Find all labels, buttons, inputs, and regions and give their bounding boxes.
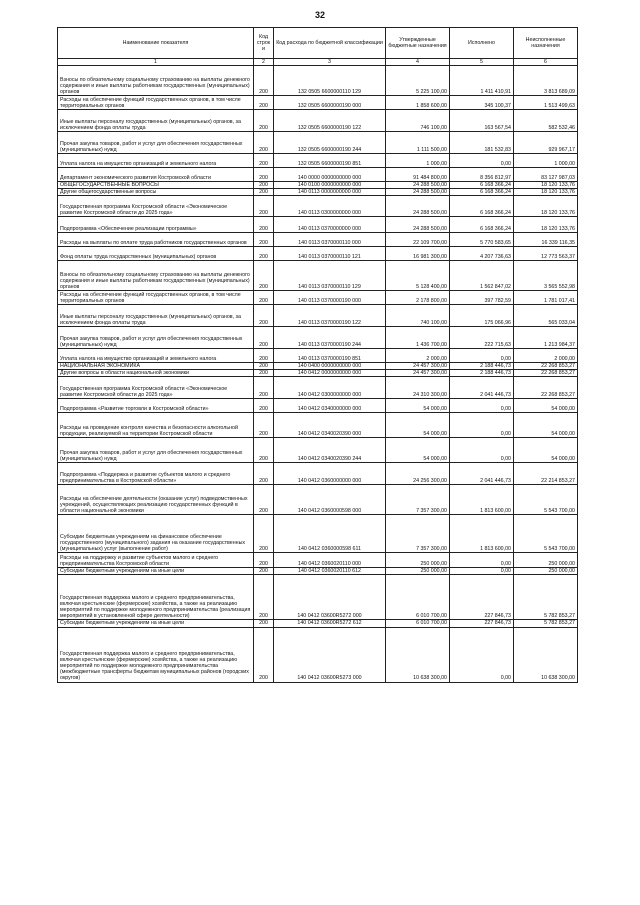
row-executed-cell: 0,00	[450, 349, 514, 363]
row-budget-code-cell: 140 0412 0360000598 611	[274, 515, 386, 553]
row-unexecuted-cell: 18 120 133,76	[514, 196, 578, 217]
header-executed: Исполнено	[450, 28, 514, 59]
row-approved-cell: 746 100,00	[386, 110, 450, 132]
table-header-row	[58, 28, 578, 59]
row-name-cell: Иные выплаты персоналу государственных (муниципальных) органов, за исключением фонда оплаты труда	[58, 110, 254, 132]
row-name-cell: Государственная программа Костромской области «Экономическое развитие Костромской области до 2025 года»	[58, 196, 254, 217]
row-executed-cell: 0,00	[450, 154, 514, 168]
row-executed-cell: 1 813 600,00	[450, 485, 514, 515]
row-executed-cell: 2 041 446,73	[450, 377, 514, 399]
table-row	[58, 349, 578, 363]
row-approved-cell: 1 000,00	[386, 154, 450, 168]
table-row	[58, 261, 578, 291]
row-budget-code-cell: 140 0000 0000000000 000	[274, 168, 386, 182]
row-line-code-cell: 200	[254, 515, 274, 553]
row-name-cell: Государственная поддержка малого и среднего предпринимательства, включая крестьянские (фермерские) хозяйства, а также на реализацию мероприятий по поддержке молодежного предпринимательства (межбюджетные трансферты бюджетам муниципальных районов (городских округов)	[58, 627, 254, 682]
row-name-cell: Другие общегосударственные вопросы	[58, 189, 254, 196]
row-name-cell: Расходы на обеспечение деятельности (оказание услуг) подведомственных учреждений, осуществляющих реализацию государственных функций в области национальной экономики	[58, 485, 254, 515]
table-row	[58, 233, 578, 247]
row-name-cell: Прочая закупка товаров, работ и услуг для обеспечения государственных (муниципальных) нужд	[58, 438, 254, 463]
row-executed-cell: 5 770 583,65	[450, 233, 514, 247]
row-budget-code-cell: 140 0412 0360020110 612	[274, 568, 386, 575]
row-executed-cell: 181 532,83	[450, 132, 514, 154]
row-executed-cell: 2 041 446,73	[450, 463, 514, 485]
row-budget-code-cell: 140 0113 0300000000 000	[274, 196, 386, 217]
row-executed-cell: 6 168 366,24	[450, 217, 514, 233]
row-name-cell: Расходы на поддержку и развитие субъектов малого и среднего предпринимательства Костромской области	[58, 553, 254, 568]
row-unexecuted-cell: 5 782 853,27	[514, 575, 578, 620]
row-name-cell: Подпрограмма «Обеспечение реализации программы»	[58, 217, 254, 233]
table-row	[58, 189, 578, 196]
row-unexecuted-cell: 1 000,00	[514, 154, 578, 168]
row-approved-cell: 10 638 300,00	[386, 627, 450, 682]
table-row	[58, 399, 578, 413]
row-executed-cell: 0,00	[450, 627, 514, 682]
row-name-cell: Фонд оплаты труда государственных (муниципальных) органов	[58, 247, 254, 261]
row-budget-code-cell: 140 0412 03600R5272 612	[274, 620, 386, 627]
row-name-cell: Прочая закупка товаров, работ и услуг для обеспечения государственных (муниципальных) нужд	[58, 132, 254, 154]
row-executed-cell: 0,00	[450, 553, 514, 568]
row-budget-code-cell: 140 0412 0360000000 000	[274, 463, 386, 485]
row-name-cell: ОБЩЕГОСУДАРСТВЕННЫЕ ВОПРОСЫ	[58, 182, 254, 189]
row-unexecuted-cell: 83 127 987,03	[514, 168, 578, 182]
table-row	[58, 413, 578, 438]
row-line-code-cell: 200	[254, 413, 274, 438]
column-number: 6	[514, 59, 578, 66]
row-budget-code-cell: 132 0505 6600000190 851	[274, 154, 386, 168]
row-line-code-cell: 200	[254, 66, 274, 96]
table-row	[58, 96, 578, 110]
row-executed-cell: 222 715,63	[450, 327, 514, 349]
row-approved-cell: 5 225 100,00	[386, 66, 450, 96]
row-unexecuted-cell: 22 268 853,27	[514, 370, 578, 377]
row-line-code-cell: 200	[254, 568, 274, 575]
row-line-code-cell: 200	[254, 485, 274, 515]
row-name-cell: Департамент экономического развития Костромской области	[58, 168, 254, 182]
row-name-cell: Расходы на выплаты по оплате труда работников государственных органов	[58, 233, 254, 247]
row-budget-code-cell: 140 0412 0360000598 000	[274, 485, 386, 515]
table-row	[58, 305, 578, 327]
table-row	[58, 196, 578, 217]
row-line-code-cell: 200	[254, 196, 274, 217]
row-line-code-cell: 200	[254, 96, 274, 110]
column-number-row	[58, 59, 578, 66]
row-budget-code-cell: 140 0100 0000000000 000	[274, 182, 386, 189]
row-executed-cell: 2 188 446,73	[450, 370, 514, 377]
row-approved-cell: 91 484 800,00	[386, 168, 450, 182]
row-line-code-cell: 200	[254, 233, 274, 247]
row-name-cell: Другие вопросы в области национальной экономики	[58, 370, 254, 377]
row-budget-code-cell: 140 0113 0370000190 000	[274, 291, 386, 305]
row-approved-cell: 24 288 500,00	[386, 182, 450, 189]
row-budget-code-cell: 132 0505 6600000110 129	[274, 66, 386, 96]
row-line-code-cell: 200	[254, 399, 274, 413]
table-row	[58, 168, 578, 182]
row-unexecuted-cell: 10 638 300,00	[514, 627, 578, 682]
row-approved-cell: 24 288 500,00	[386, 217, 450, 233]
row-executed-cell: 0,00	[450, 413, 514, 438]
row-name-cell: Подпрограмма «Развитие торговли в Костромской области»	[58, 399, 254, 413]
row-approved-cell: 54 000,00	[386, 413, 450, 438]
row-line-code-cell: 200	[254, 363, 274, 370]
row-name-cell: Уплата налога на имущество организаций и земельного налога	[58, 349, 254, 363]
row-unexecuted-cell: 565 033,04	[514, 305, 578, 327]
row-unexecuted-cell: 18 120 133,76	[514, 217, 578, 233]
table-body	[58, 66, 578, 682]
row-budget-code-cell: 132 0505 6600000190 122	[274, 110, 386, 132]
row-approved-cell: 1 436 700,00	[386, 327, 450, 349]
row-budget-code-cell: 140 0412 0000000000 000	[274, 370, 386, 377]
row-budget-code-cell: 140 0113 0370000110 121	[274, 247, 386, 261]
row-executed-cell: 6 168 366,24	[450, 196, 514, 217]
row-line-code-cell: 200	[254, 132, 274, 154]
row-name-cell: Расходы на проведение контроля качества и безопасности алкогольной продукции, реализуемой на территории Костромской области	[58, 413, 254, 438]
row-unexecuted-cell: 5 543 700,00	[514, 515, 578, 553]
row-unexecuted-cell: 1 213 984,37	[514, 327, 578, 349]
row-approved-cell: 24 310 300,00	[386, 377, 450, 399]
row-approved-cell: 16 981 300,00	[386, 247, 450, 261]
row-line-code-cell: 200	[254, 261, 274, 291]
row-budget-code-cell: 140 0412 03600R5272 000	[274, 575, 386, 620]
table-row	[58, 132, 578, 154]
row-line-code-cell: 200	[254, 575, 274, 620]
row-line-code-cell: 200	[254, 438, 274, 463]
row-line-code-cell: 200	[254, 217, 274, 233]
row-budget-code-cell: 132 0505 6600000190 244	[274, 132, 386, 154]
row-approved-cell: 5 128 400,00	[386, 261, 450, 291]
row-line-code-cell: 200	[254, 189, 274, 196]
row-line-code-cell: 200	[254, 291, 274, 305]
table-row	[58, 291, 578, 305]
row-approved-cell: 2 178 800,00	[386, 291, 450, 305]
row-name-cell: Взносы по обязательному социальному страхованию на выплаты денежного содержания и иные выплаты работникам государственных (муниципальных) органов	[58, 66, 254, 96]
table-row	[58, 327, 578, 349]
row-name-cell: Подпрограмма «Поддержка и развитие субъектов малого и среднего предпринимательства в Костромской области»	[58, 463, 254, 485]
table-row	[58, 363, 578, 370]
table-row	[58, 568, 578, 575]
row-approved-cell: 24 288 500,00	[386, 189, 450, 196]
row-name-cell: Иные выплаты персоналу государственных (муниципальных) органов, за исключением фонда оплаты труда	[58, 305, 254, 327]
row-approved-cell: 1 111 500,00	[386, 132, 450, 154]
row-unexecuted-cell: 250 000,00	[514, 553, 578, 568]
row-executed-cell: 0,00	[450, 438, 514, 463]
page-number: 32	[314, 10, 325, 20]
row-executed-cell: 0,00	[450, 568, 514, 575]
table-row	[58, 620, 578, 627]
header-line-code: Код строк и	[254, 28, 274, 59]
row-approved-cell: 7 357 300,00	[386, 515, 450, 553]
table-row	[58, 485, 578, 515]
table-row	[58, 438, 578, 463]
row-line-code-cell: 200	[254, 370, 274, 377]
row-unexecuted-cell: 54 000,00	[514, 438, 578, 463]
row-executed-cell: 8 356 812,97	[450, 168, 514, 182]
table-row	[58, 247, 578, 261]
column-number: 1	[58, 59, 254, 66]
row-executed-cell: 4 207 736,63	[450, 247, 514, 261]
row-executed-cell: 227 846,73	[450, 575, 514, 620]
row-budget-code-cell: 140 0412 0340020390 000	[274, 413, 386, 438]
row-executed-cell: 1 411 410,91	[450, 66, 514, 96]
table-row	[58, 627, 578, 682]
row-approved-cell: 24 457 300,00	[386, 363, 450, 370]
table-row	[58, 217, 578, 233]
row-name-cell: Расходы на обеспечение функций государственных органов, в том числе территориальных органов	[58, 291, 254, 305]
row-approved-cell: 6 010 700,00	[386, 575, 450, 620]
row-approved-cell: 22 109 700,00	[386, 233, 450, 247]
table-row	[58, 553, 578, 568]
row-name-cell: Взносы по обязательному социальному страхованию на выплаты денежного содержания и иные выплаты работникам государственных (муниципальных) органов	[58, 261, 254, 291]
row-unexecuted-cell: 54 000,00	[514, 399, 578, 413]
row-unexecuted-cell: 18 120 133,76	[514, 189, 578, 196]
row-approved-cell: 6 010 700,00	[386, 620, 450, 627]
column-number: 2	[254, 59, 274, 66]
row-approved-cell: 54 000,00	[386, 438, 450, 463]
row-budget-code-cell: 140 0400 0000000000 000	[274, 363, 386, 370]
row-approved-cell: 24 457 300,00	[386, 370, 450, 377]
row-budget-code-cell: 140 0412 0300000000 000	[274, 377, 386, 399]
row-approved-cell: 250 000,00	[386, 553, 450, 568]
row-unexecuted-cell: 250 000,00	[514, 568, 578, 575]
table-row	[58, 515, 578, 553]
row-budget-code-cell: 140 0113 0370000190 851	[274, 349, 386, 363]
table-row	[58, 66, 578, 96]
row-name-cell: Субсидии бюджетным учреждениям на иные цели	[58, 620, 254, 627]
row-line-code-cell: 200	[254, 349, 274, 363]
row-unexecuted-cell: 1 513 499,63	[514, 96, 578, 110]
row-budget-code-cell: 140 0113 0000000000 000	[274, 189, 386, 196]
row-name-cell: Уплата налога на имущество организаций и земельного налога	[58, 154, 254, 168]
row-approved-cell: 2 000,00	[386, 349, 450, 363]
row-unexecuted-cell: 3 813 689,09	[514, 66, 578, 96]
row-executed-cell: 163 567,54	[450, 110, 514, 132]
row-budget-code-cell: 140 0113 0370000190 244	[274, 327, 386, 349]
row-budget-code-cell: 140 0412 0340020390 244	[274, 438, 386, 463]
table-row	[58, 110, 578, 132]
row-budget-code-cell: 140 0113 0370000000 000	[274, 217, 386, 233]
row-name-cell: Расходы на обеспечение функций государственных органов, в том числе территориальных органов	[58, 96, 254, 110]
row-unexecuted-cell: 16 339 116,35	[514, 233, 578, 247]
table-row	[58, 182, 578, 189]
row-executed-cell: 227 846,73	[450, 620, 514, 627]
row-name-cell: Субсидии бюджетным учреждениям на финансовое обеспечение государственного (муниципального) задания на оказание государственных (муниципальных) услуг (выполнение работ)	[58, 515, 254, 553]
header-budget-code: Код расхода по бюджетной классификации	[274, 28, 386, 59]
table-row	[58, 370, 578, 377]
column-number: 4	[386, 59, 450, 66]
row-line-code-cell: 200	[254, 247, 274, 261]
row-unexecuted-cell: 3 565 552,98	[514, 261, 578, 291]
row-line-code-cell: 200	[254, 305, 274, 327]
row-name-cell: Государственная программа Костромской области «Экономическое развитие Костромской области до 2025 года»	[58, 377, 254, 399]
row-unexecuted-cell: 5 782 853,27	[514, 620, 578, 627]
row-unexecuted-cell: 54 000,00	[514, 413, 578, 438]
row-approved-cell: 7 357 300,00	[386, 485, 450, 515]
row-executed-cell: 175 066,96	[450, 305, 514, 327]
row-line-code-cell: 200	[254, 168, 274, 182]
column-number: 3	[274, 59, 386, 66]
row-budget-code-cell: 140 0113 0370000190 122	[274, 305, 386, 327]
row-unexecuted-cell: 12 773 563,37	[514, 247, 578, 261]
row-line-code-cell: 200	[254, 377, 274, 399]
row-executed-cell: 1 813 600,00	[450, 515, 514, 553]
row-executed-cell: 0,00	[450, 399, 514, 413]
row-budget-code-cell: 132 0505 6600000190 000	[274, 96, 386, 110]
row-budget-code-cell: 140 0113 0370000110 000	[274, 233, 386, 247]
row-unexecuted-cell: 18 120 133,76	[514, 182, 578, 189]
row-unexecuted-cell: 22 268 853,27	[514, 363, 578, 370]
table-row	[58, 575, 578, 620]
row-line-code-cell: 200	[254, 553, 274, 568]
row-executed-cell: 2 188 446,73	[450, 363, 514, 370]
row-unexecuted-cell: 5 543 700,00	[514, 485, 578, 515]
row-executed-cell: 1 562 847,02	[450, 261, 514, 291]
table-row	[58, 463, 578, 485]
row-line-code-cell: 200	[254, 463, 274, 485]
table-row	[58, 377, 578, 399]
row-approved-cell: 54 000,00	[386, 399, 450, 413]
row-unexecuted-cell: 22 214 853,27	[514, 463, 578, 485]
row-executed-cell: 345 100,37	[450, 96, 514, 110]
row-approved-cell: 24 256 300,00	[386, 463, 450, 485]
row-unexecuted-cell: 1 781 017,41	[514, 291, 578, 305]
row-line-code-cell: 200	[254, 110, 274, 132]
row-executed-cell: 397 782,59	[450, 291, 514, 305]
row-budget-code-cell: 140 0113 0370000110 129	[274, 261, 386, 291]
row-line-code-cell: 200	[254, 327, 274, 349]
row-name-cell: Государственная поддержка малого и среднего предпринимательства, включая крестьянские (фермерские) хозяйства, а также на реализацию мероприятий по поддержке молодежного предпринимательства (реализация мероприятий в установленной сфере деятельности)	[58, 575, 254, 620]
header-indicator-name: Наименование показателя	[58, 28, 254, 59]
row-line-code-cell: 200	[254, 154, 274, 168]
row-line-code-cell: 200	[254, 182, 274, 189]
row-unexecuted-cell: 929 967,17	[514, 132, 578, 154]
row-name-cell: Прочая закупка товаров, работ и услуг для обеспечения государственных (муниципальных) нужд	[58, 327, 254, 349]
row-unexecuted-cell: 2 000,00	[514, 349, 578, 363]
header-unexecuted: Неисполненные назначения	[514, 28, 578, 59]
row-budget-code-cell: 140 0412 0360020110 000	[274, 553, 386, 568]
row-approved-cell: 250 000,00	[386, 568, 450, 575]
row-approved-cell: 24 288 500,00	[386, 196, 450, 217]
row-name-cell: НАЦИОНАЛЬНАЯ ЭКОНОМИКА	[58, 363, 254, 370]
row-line-code-cell: 200	[254, 620, 274, 627]
budget-execution-table	[57, 27, 578, 683]
header-approved: Утвержденные бюджетные назначения	[386, 28, 450, 59]
row-unexecuted-cell: 22 268 853,27	[514, 377, 578, 399]
row-budget-code-cell: 140 0412 03600R5273 000	[274, 627, 386, 682]
row-approved-cell: 740 100,00	[386, 305, 450, 327]
row-budget-code-cell: 140 0412 0340000000 000	[274, 399, 386, 413]
column-number: 5	[450, 59, 514, 66]
row-line-code-cell: 200	[254, 627, 274, 682]
row-unexecuted-cell: 582 532,46	[514, 110, 578, 132]
row-executed-cell: 6 168 366,24	[450, 182, 514, 189]
row-approved-cell: 1 858 600,00	[386, 96, 450, 110]
row-executed-cell: 6 168 366,24	[450, 189, 514, 196]
row-name-cell: Субсидии бюджетным учреждениям на иные цели	[58, 568, 254, 575]
table-row	[58, 154, 578, 168]
